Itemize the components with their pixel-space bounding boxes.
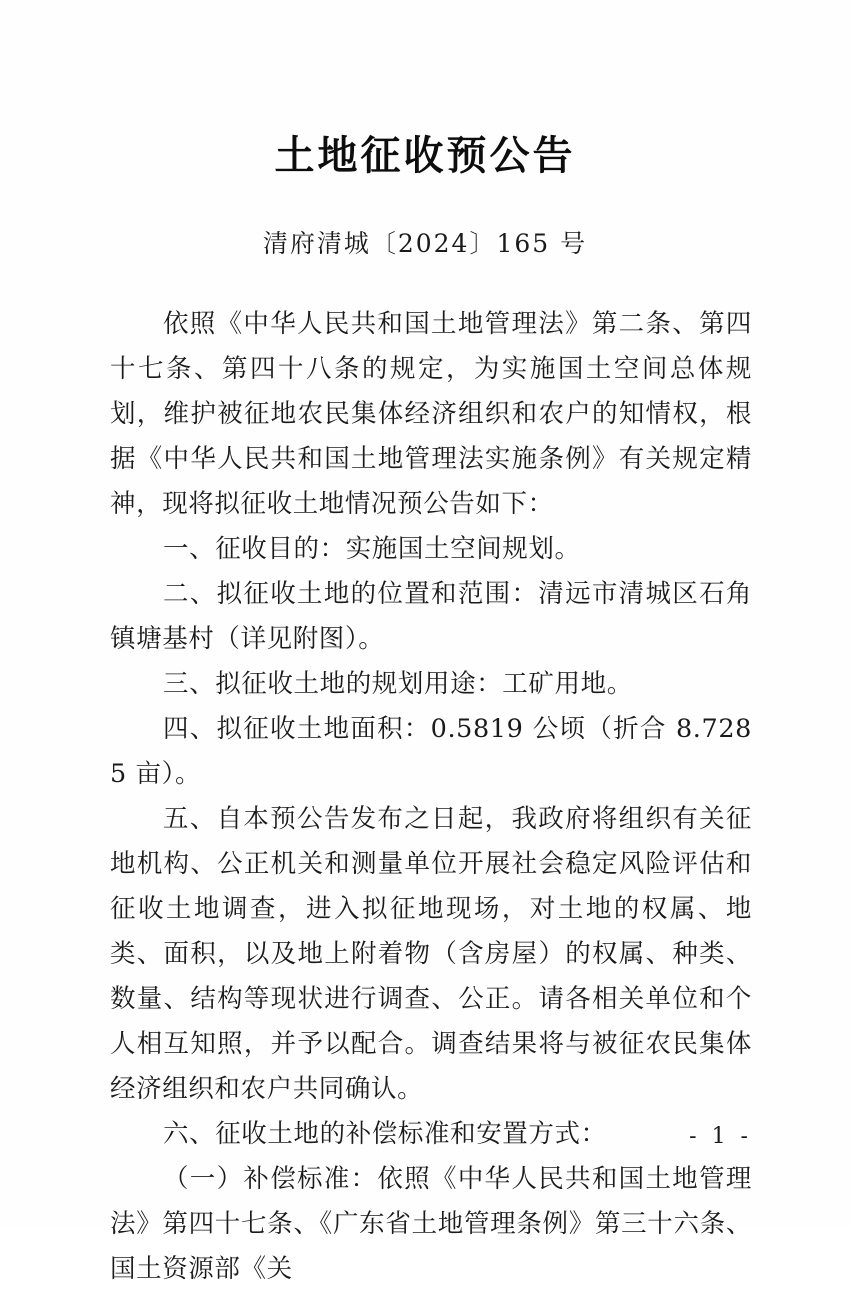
paragraph-item-3: 三、拟征收土地的规划用途：工矿用地。 xyxy=(163,669,633,699)
page-number-footer: - 1 - xyxy=(689,1124,752,1149)
page-title: 土地征收预公告 xyxy=(274,132,576,179)
paragraph-item-4: 四、拟征收土地面积：0.5819 公顷（折合 8.7285 亩）。 xyxy=(110,714,752,789)
paragraph-item-5: 五、自本预公告发布之日起，我政府将组织有关征地机构、公正机关和测量单位开展社会稳定风险评估和征收土地调查，进入拟征地现场，对土地的权属、地类、面积，以及地上附着物（含房屋）的权属、种类、数量、结构等现状进行调查、公正。请各相关单位和个人相互知照，并予以配合。调查结果将与被征农民集体经济组织和农户共同确认。 xyxy=(110,804,752,1104)
paragraph-item-6-1: （一）补偿标准：依照《中华人民共和国土地管理法》第四十七条、《广东省土地管理条例》第三十六条、国土资源部《关 xyxy=(110,1164,752,1284)
document-number: 清府清城〔2024〕165 号 xyxy=(262,229,588,258)
paragraph-item-1: 一、征收目的：实施国土空间规划。 xyxy=(163,534,581,564)
paragraph-item-2: 二、拟征收土地的位置和范围：清远市清城区石角镇塘基村（详见附图）。 xyxy=(110,579,752,654)
paragraph-preamble: 依照《中华人民共和国土地管理法》第二条、第四十七条、第四十八条的规定，为实施国土空间总体规划，维护被征地农民集体经济组织和农户的知情权，根据《中华人民共和国土地管理法实施条例》有关规定精神，现将拟征收土地情况预公告如下： xyxy=(110,309,752,519)
paragraph-item-6: 六、征收土地的补偿标准和安置方式： xyxy=(163,1119,607,1149)
